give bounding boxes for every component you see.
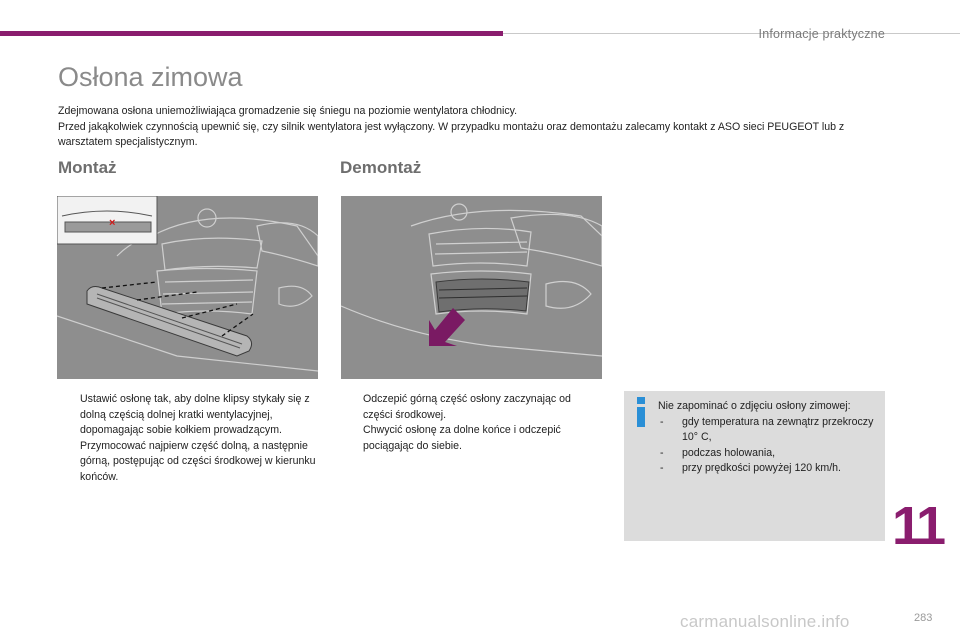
info-list <box>658 415 880 477</box>
step-text: Ustawić osłonę tak, aby dolne klipsy stykały się z dolną częścią dolnej kratki wentylacyjnej, dopomagając sobie kołkiem prowadzącym. <box>80 393 310 437</box>
montaz-illustration <box>57 196 318 379</box>
info-box <box>624 391 885 541</box>
headlight-outline <box>257 223 318 266</box>
montaz-heading: Montaż <box>58 158 117 177</box>
info-item: podczas holowania, <box>682 446 776 459</box>
page-title: Osłona zimowa <box>58 62 243 92</box>
list-item <box>658 446 880 462</box>
upper-grille <box>429 228 531 266</box>
info-text <box>658 399 880 477</box>
fog-lamp <box>279 286 312 306</box>
demontaz-steps <box>341 392 603 454</box>
list-item <box>58 392 320 439</box>
header-accent-bar <box>0 31 503 36</box>
montaz-drawing <box>57 196 318 379</box>
list-item <box>658 415 880 446</box>
arrow-icon <box>429 308 465 346</box>
upper-grille <box>162 238 262 270</box>
page-number: 283 <box>914 612 933 624</box>
intro-text <box>58 104 898 151</box>
dash: - <box>660 462 664 475</box>
demontaz-illustration <box>341 196 602 379</box>
section-title: Informacje praktyczne <box>758 27 885 41</box>
info-intro: Nie zapominać o zdjęciu osłony zimowej: <box>658 400 851 412</box>
dash: - <box>660 446 664 459</box>
chapter-number: 11 <box>892 496 944 556</box>
winter-cover <box>436 279 529 312</box>
info-icon <box>634 397 648 427</box>
intro-paragraph: Zdejmowana osłona uniemożliwiająca gromadzenie się śniegu na poziomie wentylatora chłodnicy. <box>58 105 518 117</box>
detail-inset <box>57 196 157 244</box>
montaz-steps <box>58 392 320 486</box>
demontaz-heading: Demontaż <box>340 158 422 177</box>
dash: - <box>660 415 664 428</box>
headlight-outline <box>511 214 602 266</box>
intro-paragraph: Przed jakąkolwiek czynnością upewnić się, czy silnik wentylatora jest wyłączony. W przypadku montażu oraz demontażu zalecamy kontakt z ASO sieci PEUGEOT lub z warsztatem specjalistycznym. <box>58 120 845 148</box>
header-rule <box>503 33 960 34</box>
list-item <box>58 439 320 486</box>
watermark: carmanualsonline.info <box>680 612 850 631</box>
step-text: Chwycić osłonę za dolne końce i odczepić pociągając do siebie. <box>363 424 561 452</box>
winter-cover <box>87 287 252 356</box>
demontaz-drawing <box>341 196 602 379</box>
info-item: gdy temperatura na zewnątrz przekroczy 10° C, <box>682 415 874 444</box>
fog-lamp <box>546 282 591 309</box>
info-item: przy prędkości powyżej 120 km/h. <box>682 462 841 475</box>
list-item <box>341 423 603 454</box>
step-text: Przymocować najpierw część dolną, a następnie górną, postępując od części środkowej w kierunku końców. <box>80 439 316 483</box>
list-item <box>658 461 880 477</box>
lower-grille-outline <box>157 269 257 315</box>
step-text: Odczepić górną część osłony zaczynając od części środkowej. <box>363 393 571 421</box>
svg-text:×: × <box>109 217 116 229</box>
list-item <box>341 392 603 423</box>
